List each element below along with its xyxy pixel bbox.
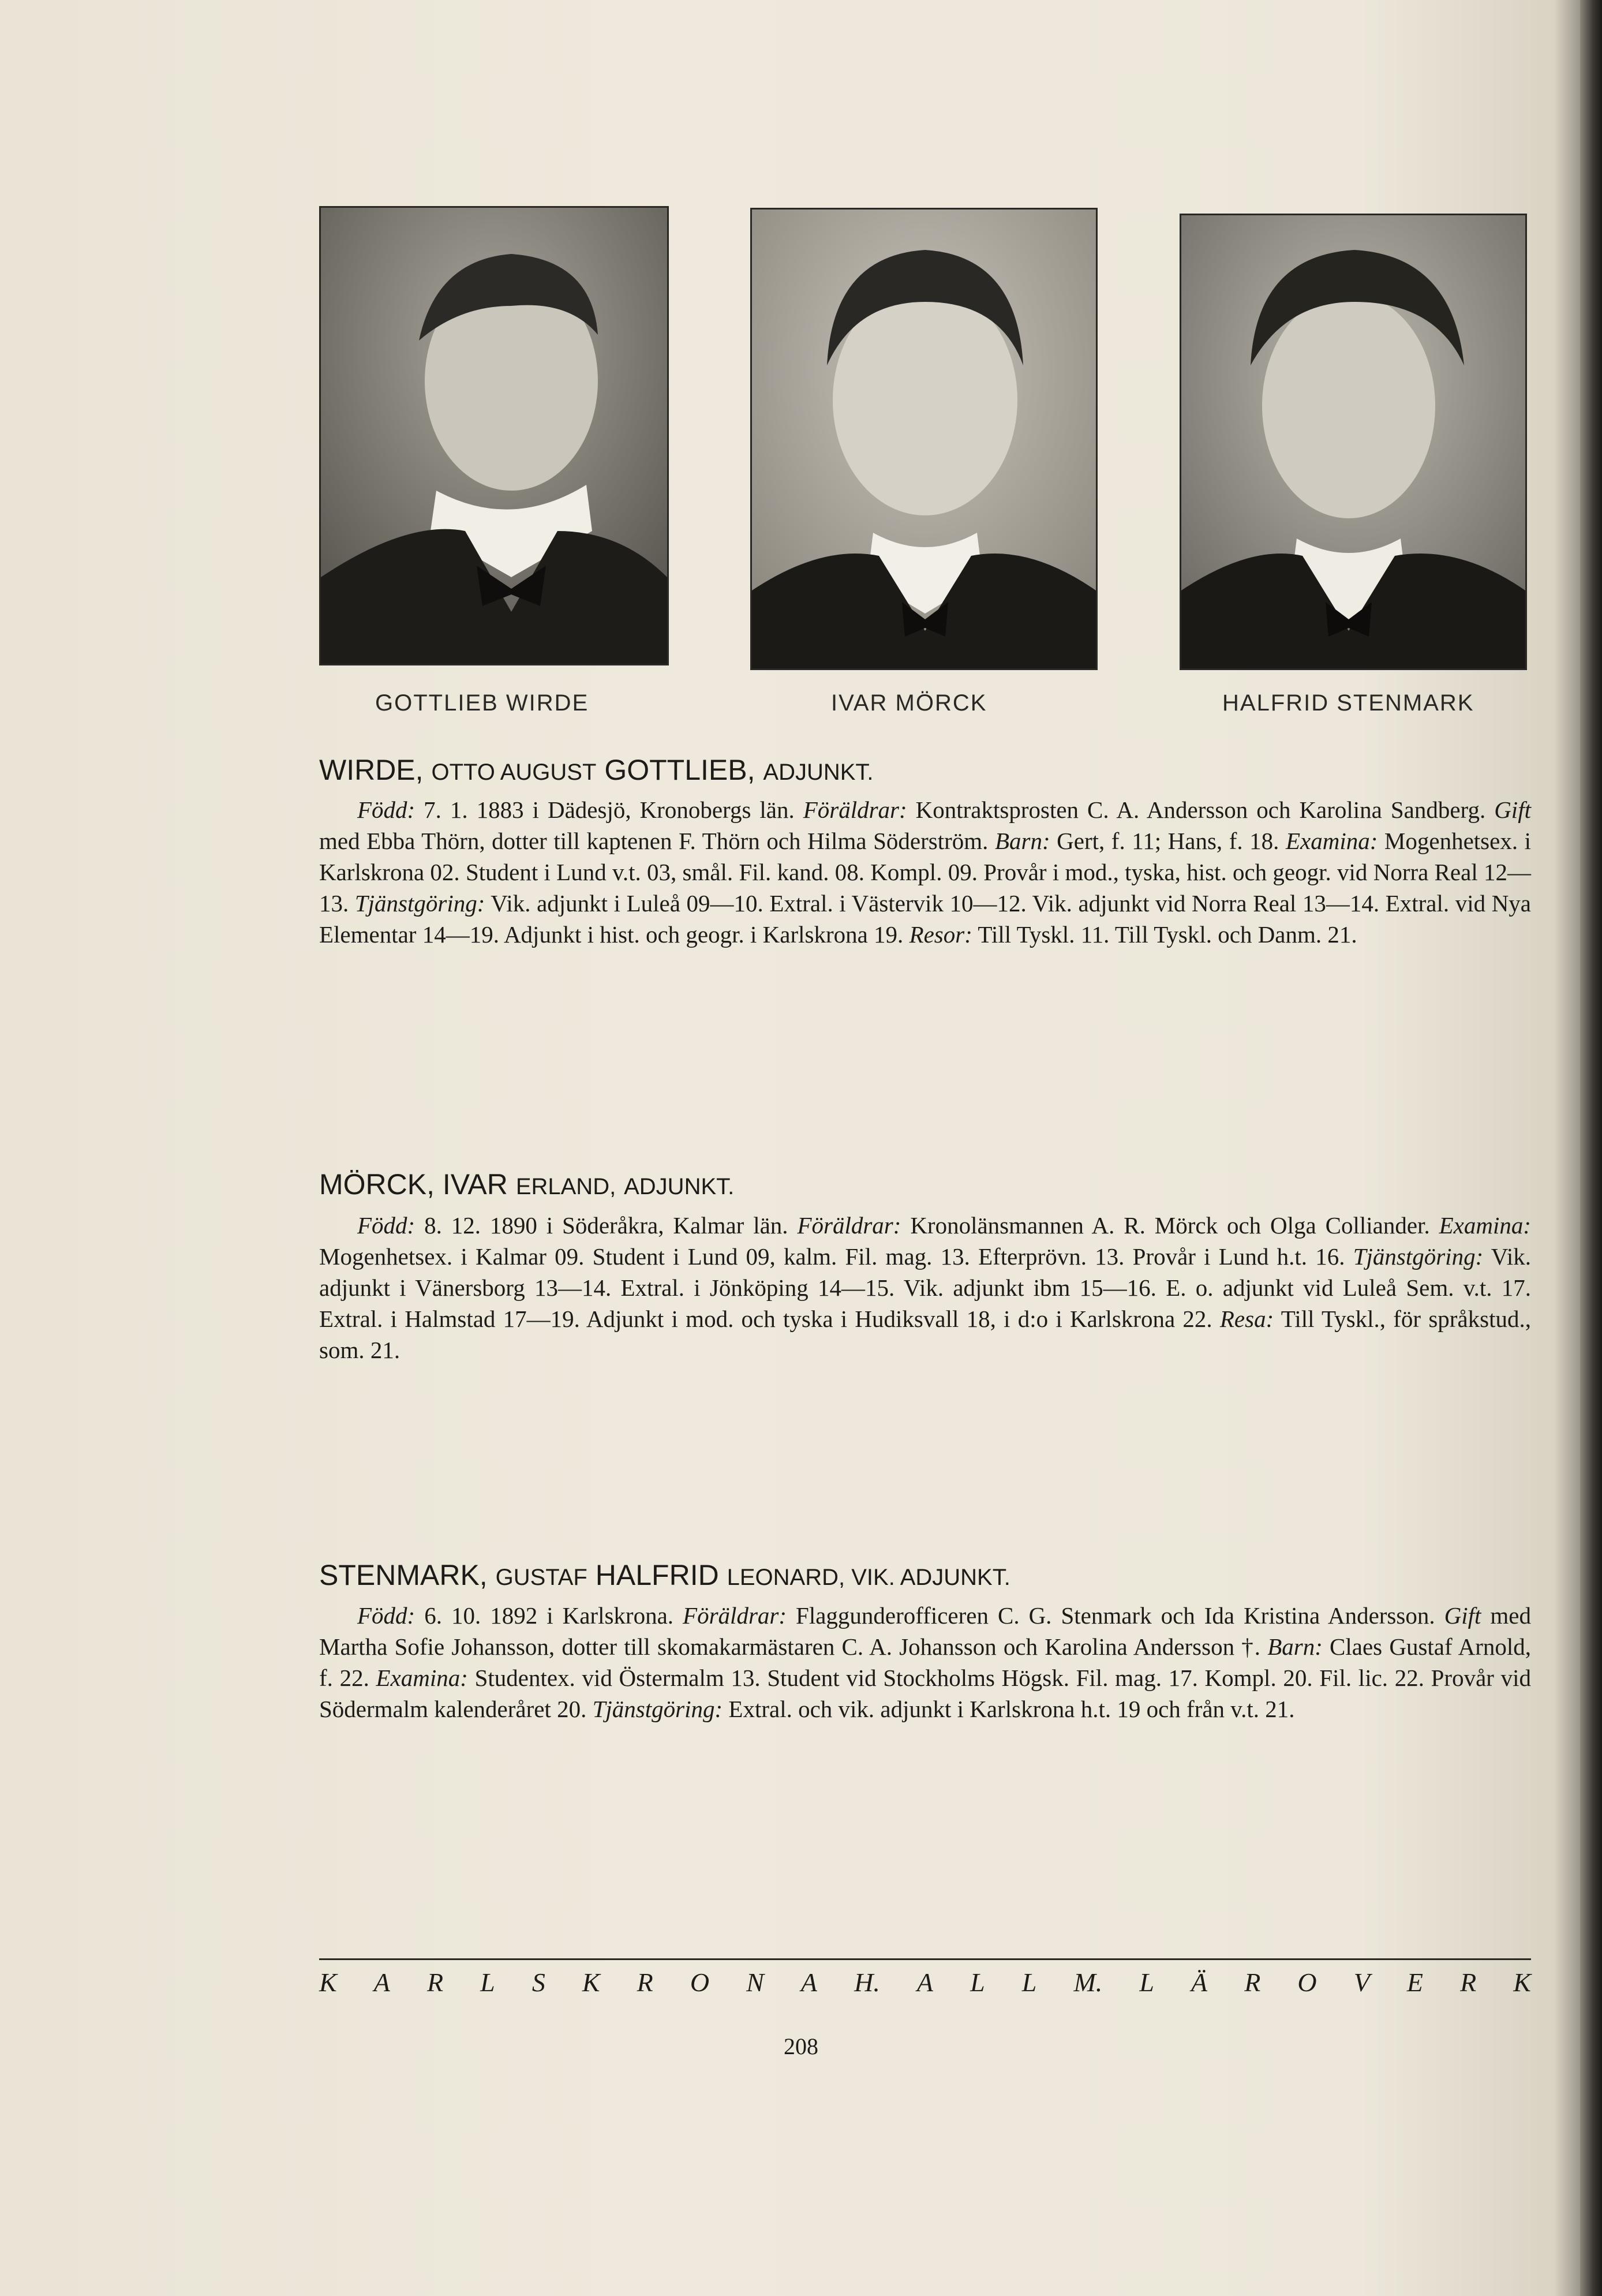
entry-surname: STENMARK, bbox=[319, 1559, 488, 1591]
field-text: Vik. adjunkt i Luleå 09—10. Extral. i Västervik 10—12. Vik. adjunkt vid Norra Real 13—14. Extral. vid Nya Elementar 14—19. Adjunkt i hist. och geogr. i Karlskrona 19. bbox=[319, 890, 1531, 948]
field-text: Mogenhetsex. i Karlskrona 02. Student i Lund v.t. 03, smål. Fil. kand. 08. Kompl. 09. Provår i mod., tyska, hist. och geogr. vid Norra Real 12—13. bbox=[319, 828, 1532, 917]
footer-letter: S bbox=[531, 1968, 545, 1997]
field-label: Gift bbox=[1444, 1602, 1481, 1629]
footer-letter: R bbox=[1460, 1968, 1477, 1997]
field-label: Född: bbox=[357, 797, 416, 823]
footer-letter: A bbox=[373, 1968, 390, 1997]
entry-call-name: HALFRID bbox=[595, 1559, 719, 1591]
footer-letter: R bbox=[426, 1968, 444, 1997]
field-label: Född: bbox=[357, 1602, 416, 1629]
footer-letter: A bbox=[800, 1968, 818, 1997]
field-label: Resor: bbox=[909, 921, 972, 948]
field-label: Examina: bbox=[1439, 1212, 1531, 1239]
footer-letter: L bbox=[1021, 1968, 1037, 1997]
field-label: Tjänstgöring: bbox=[592, 1696, 723, 1722]
entry-surname: MÖRCK, bbox=[319, 1168, 435, 1201]
footer-letter: V bbox=[1353, 1968, 1370, 1997]
field-text: 7. 1. 1883 i Dädesjö, Kronobergs län. bbox=[415, 797, 803, 823]
entry-call-name: GOTTLIEB, bbox=[604, 754, 755, 786]
book-spine-shadow bbox=[1580, 0, 1602, 2296]
entry-biography bbox=[319, 1210, 1531, 1366]
field-text: Gert, f. 11; Hans, f. 18. bbox=[1050, 828, 1286, 854]
footer-letter: N bbox=[746, 1968, 764, 1997]
field-text: med Martha Sofie Johansson, dotter till skomakarmästaren C. A. Johansson och Karolina Andersson †. bbox=[319, 1602, 1532, 1660]
entry-biography bbox=[319, 1600, 1531, 1725]
field-label: Barn: bbox=[1267, 1633, 1323, 1660]
field-text: Studentex. vid Östermalm 13. Student vid Stockholms Högsk. Fil. mag. 17. Kompl. 20. Fil. lic. 22. Provår vid Södermalm kalenderåret 20. bbox=[319, 1665, 1531, 1722]
running-footer bbox=[319, 1967, 1531, 1998]
entry-call-name: IVAR bbox=[442, 1168, 508, 1201]
field-label: Examina: bbox=[1285, 828, 1378, 854]
entry-title: ADJUNKT. bbox=[624, 1174, 735, 1199]
footer-letter: M. bbox=[1073, 1968, 1103, 1997]
page-number: 208 bbox=[784, 2033, 818, 2059]
field-label: Föräldrar: bbox=[803, 797, 907, 823]
entry-biography bbox=[319, 794, 1531, 950]
entry-heading bbox=[319, 1168, 1531, 1201]
field-text: med Ebba Thörn, dotter till kaptenen F. Thörn och Hilma Söderström. bbox=[319, 828, 995, 854]
entry-given-name: GUSTAF bbox=[495, 1565, 587, 1590]
entry-heading bbox=[319, 753, 1531, 787]
footer-letter: O bbox=[1297, 1968, 1317, 1997]
portrait-image bbox=[1181, 215, 1525, 668]
field-text: Kontraktsprosten C. A. Andersson och Karolina Sandberg. bbox=[907, 797, 1495, 823]
portrait-image bbox=[752, 210, 1096, 668]
field-text: Mogenhetsex. i Kalmar 09. Student i Lund 09, kalm. Fil. mag. 13. Efterprövn. 13. Provår i Lund h.t. 16. bbox=[319, 1243, 1353, 1270]
field-text: Extral. och vik. adjunkt i Karlskrona h.t. 19 och från v.t. 21. bbox=[723, 1696, 1295, 1722]
field-label: Gift bbox=[1494, 797, 1531, 823]
caption-ivar-morck: IVAR MÖRCK bbox=[831, 690, 987, 716]
footer-letter: L bbox=[1139, 1968, 1154, 1997]
footer-letter: E bbox=[1406, 1968, 1424, 1997]
entry-title: ADJUNKT. bbox=[763, 760, 874, 785]
field-text: Till Tyskl., för språkstud., som. 21. bbox=[319, 1306, 1531, 1363]
field-text: 8. 12. 1890 i Söderåkra, Kalmar län. bbox=[415, 1212, 798, 1239]
field-label: Föräldrar: bbox=[797, 1212, 901, 1239]
field-label: Tjänstgöring: bbox=[354, 890, 485, 917]
footer-letter: L bbox=[480, 1968, 495, 1997]
footer-letter: R bbox=[1244, 1968, 1261, 1997]
entry-heading bbox=[319, 1558, 1531, 1592]
field-text: Till Tyskl. 11. Till Tyskl. och Danm. 21. bbox=[972, 921, 1357, 948]
footer-letter: R bbox=[637, 1968, 653, 1997]
footer-letter: K bbox=[582, 1968, 600, 1997]
entry-given-name: ERLAND, bbox=[515, 1174, 616, 1199]
entry-given-name: OTTO AUGUST bbox=[431, 760, 597, 785]
field-label: Barn: bbox=[994, 828, 1050, 854]
field-text: 6. 10. 1892 i Karlskrona. bbox=[415, 1602, 683, 1629]
portrait-ivar-morck bbox=[750, 208, 1098, 670]
field-text: Flaggunderofficeren C. G. Stenmark och Ida Kristina Andersson. bbox=[787, 1602, 1444, 1629]
caption-gottlieb-wirde: GOTTLIEB WIRDE bbox=[375, 690, 589, 716]
field-label: Född: bbox=[357, 1212, 416, 1239]
portrait-image bbox=[321, 208, 667, 664]
footer-letter: O bbox=[690, 1968, 710, 1997]
portrait-halfrid-stenmark bbox=[1180, 214, 1527, 670]
caption-halfrid-stenmark: HALFRID STENMARK bbox=[1222, 690, 1474, 716]
entry-title: LEONARD, VIK. ADJUNKT. bbox=[727, 1565, 1010, 1590]
field-label: Tjänstgöring: bbox=[1353, 1243, 1484, 1270]
field-text: Kronolänsmannen A. R. Mörck och Olga Colliander. bbox=[901, 1212, 1439, 1239]
entry-surname: WIRDE, bbox=[319, 754, 424, 786]
field-label: Examina: bbox=[376, 1665, 468, 1691]
footer-letter: H. bbox=[854, 1968, 880, 1997]
footer-letter: K bbox=[319, 1968, 337, 1997]
footer-letter: K bbox=[1513, 1968, 1531, 1997]
footer-letter: Ä bbox=[1191, 1968, 1208, 1997]
field-text: Claes Gustaf Arnold, f. 22. bbox=[319, 1633, 1531, 1691]
portrait-gottlieb-wirde bbox=[319, 206, 669, 665]
footer-letter: L bbox=[970, 1968, 985, 1997]
footer-rule bbox=[319, 1958, 1531, 1960]
footer-letter: A bbox=[916, 1968, 934, 1997]
field-text: Vik. adjunkt i Vänersborg 13—14. Extral. i Jönköping 14—15. Vik. adjunkt ibm 15—16. E. o. adjunkt vid Luleå Sem. v.t. 17. Extral. i Halmstad 17—19. Adjunkt i mod. och tyska i Hudiksvall 18, i d:o i Karlskrona 22. bbox=[319, 1243, 1532, 1332]
field-label: Föräldrar: bbox=[683, 1602, 787, 1629]
field-label: Resa: bbox=[1219, 1306, 1274, 1332]
